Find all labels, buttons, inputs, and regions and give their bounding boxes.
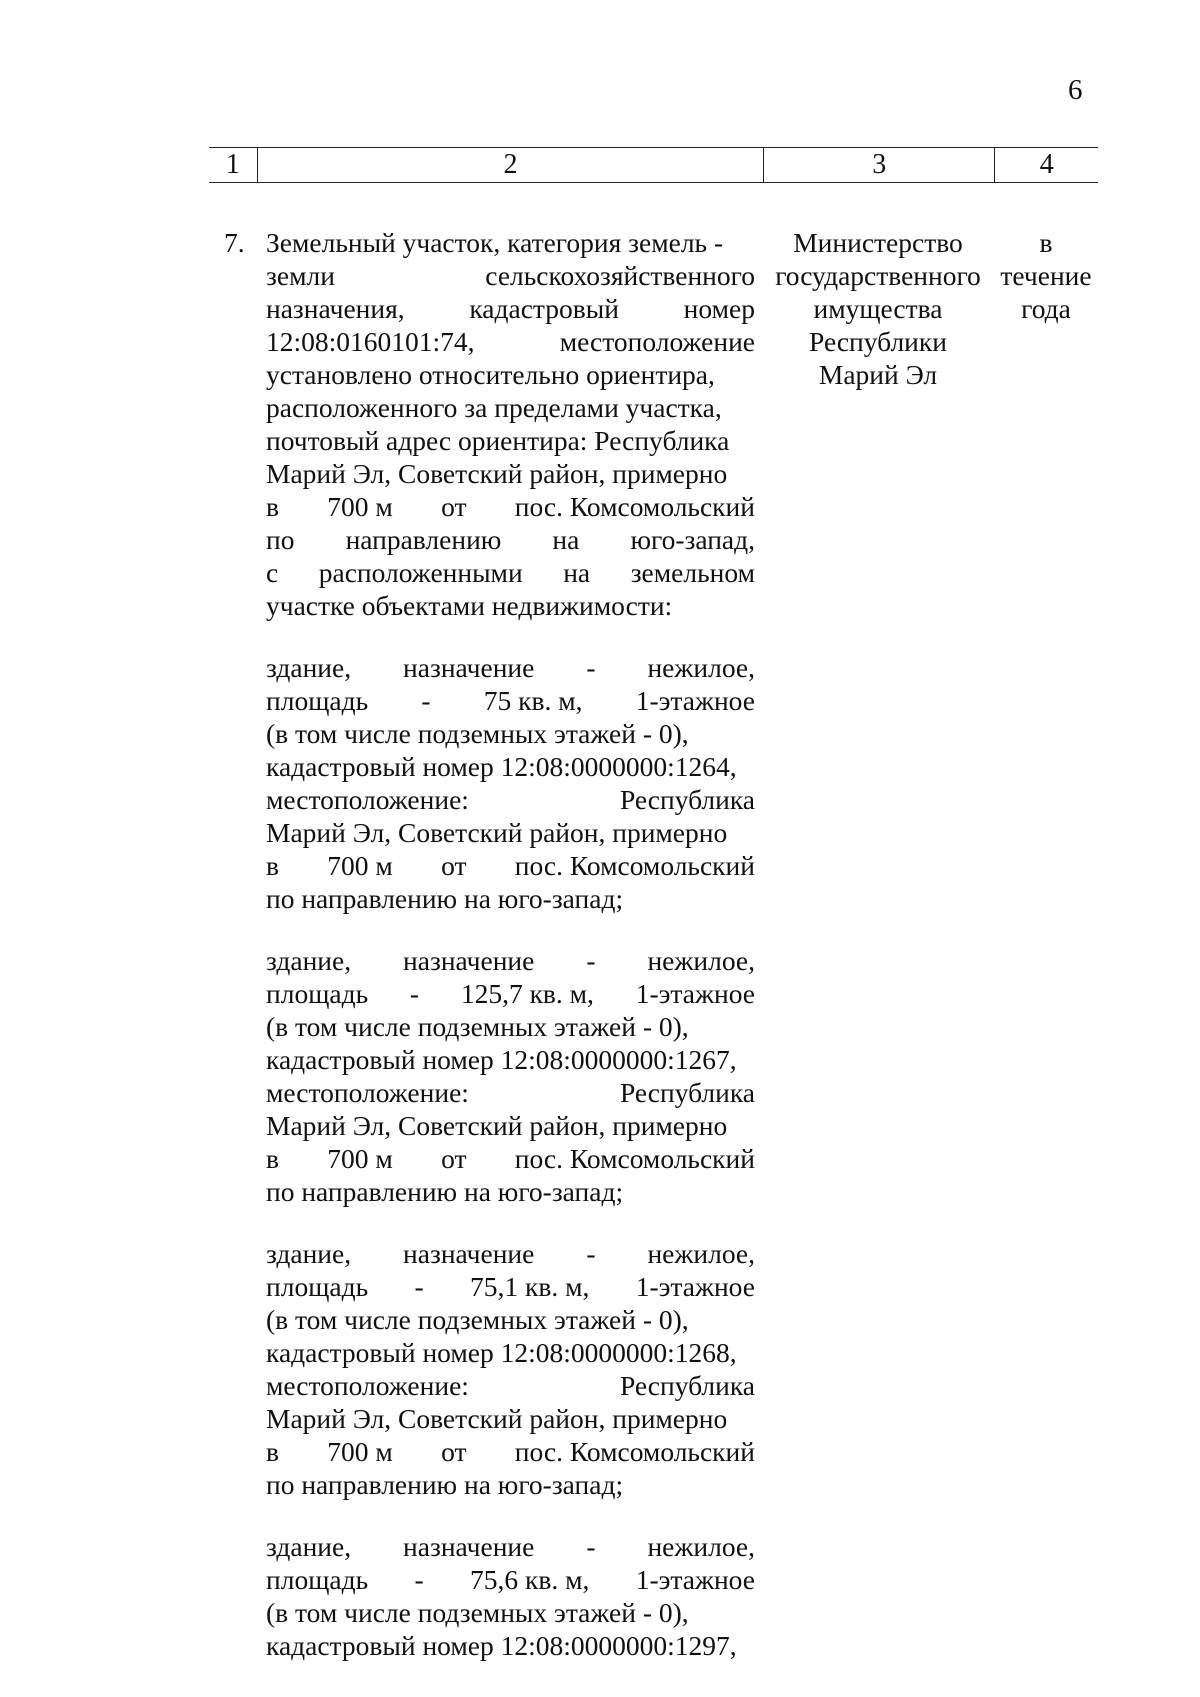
text-token: Марий Эл, Советский район, примерно — [266, 1403, 728, 1434]
responsible-party-line: Республики — [809, 326, 947, 357]
text-line — [266, 1336, 755, 1369]
text-line — [266, 1629, 755, 1662]
text-token: (в том числе подземных этажей - 0), — [266, 718, 689, 749]
text-token: Республика — [619, 784, 755, 815]
text-token: - — [586, 1238, 596, 1269]
table-header-row — [209, 147, 1098, 183]
text-token: установлено относительно ориентира, — [266, 359, 715, 390]
responsible-party-line: имущества — [813, 293, 943, 324]
text-line — [266, 556, 755, 589]
text-token: - — [586, 945, 596, 976]
text-line — [266, 1530, 755, 1563]
text-line — [266, 226, 755, 259]
text-token: площадь — [266, 1271, 369, 1302]
text-line — [266, 523, 755, 556]
text-token: 700 м — [327, 850, 393, 881]
deadline-line: течение — [1000, 260, 1092, 291]
text-token: направлению — [345, 524, 502, 555]
text-token: 75,1 кв. м, — [469, 1271, 590, 1302]
text-token: нежилое, — [647, 652, 755, 683]
text-line — [266, 457, 755, 490]
row-number: 7. — [224, 227, 245, 258]
text-line — [266, 1142, 755, 1175]
text-token: сельскохозяйственного — [485, 260, 755, 291]
text-line — [266, 391, 755, 424]
text-token: 700 м — [327, 1143, 393, 1174]
text-token: 75 кв. м, — [483, 685, 583, 716]
description-paragraph — [266, 1237, 755, 1501]
text-token: от — [441, 1143, 467, 1174]
text-token: на — [563, 557, 591, 588]
responsible-party-line: Министерство — [793, 227, 963, 258]
text-token: 700 м — [327, 1436, 393, 1467]
text-line — [266, 1010, 755, 1043]
text-token: Марий Эл, Советский район, примерно — [266, 817, 728, 848]
deadline-line: в — [1039, 227, 1053, 258]
text-token: 1-этажное — [635, 978, 755, 1009]
text-token: 12:08:0160101:74, — [266, 326, 475, 357]
text-line — [266, 717, 755, 750]
text-token: (в том числе подземных этажей - 0), — [266, 1597, 689, 1628]
text-token: 1-этажное — [635, 1564, 755, 1595]
text-token: в — [266, 1143, 279, 1174]
description-paragraph — [266, 944, 755, 1208]
text-line — [266, 1303, 755, 1336]
text-line — [266, 882, 755, 915]
text-token: земли — [266, 260, 335, 291]
page-number: 6 — [1068, 74, 1083, 106]
text-line — [266, 651, 755, 684]
text-token: от — [441, 1436, 467, 1467]
responsible-party-line: государственного — [775, 260, 981, 291]
text-token: кадастровый — [469, 293, 619, 324]
text-token: местоположение: — [266, 1077, 469, 1108]
text-token: кадастровый номер 12:08:0000000:1268, — [266, 1337, 737, 1368]
text-token: Марий Эл, Советский район, примерно — [266, 458, 728, 489]
text-token: местоположение — [559, 326, 755, 357]
text-token: Республика — [619, 1077, 755, 1108]
text-token: юго-запад, — [630, 524, 755, 555]
text-line — [266, 944, 755, 977]
text-token: 700 м — [327, 491, 393, 522]
text-line — [266, 750, 755, 783]
text-token: кадастровый номер 12:08:0000000:1297, — [266, 1630, 737, 1661]
text-token: 1-этажное — [635, 1271, 755, 1302]
text-token: (в том числе подземных этажей - 0), — [266, 1011, 689, 1042]
text-line — [266, 1563, 755, 1596]
text-token: 125,7 кв. м, — [460, 978, 594, 1009]
text-token: назначение — [403, 652, 535, 683]
text-token: - — [586, 1531, 596, 1562]
text-line — [266, 292, 755, 325]
header-cell-4: 4 — [994, 148, 1098, 182]
text-line — [266, 259, 755, 292]
text-token: Республика — [619, 1370, 755, 1401]
text-token: расположенного за пределами участка, — [266, 392, 722, 423]
text-token: Земельный участок, категория земель - — [266, 227, 724, 258]
text-line — [266, 1270, 755, 1303]
text-token: пос. Комсомольский — [514, 1143, 755, 1174]
description-paragraph — [266, 226, 755, 622]
description-paragraph — [266, 651, 755, 915]
text-token: кадастровый номер 12:08:0000000:1267, — [266, 1044, 737, 1075]
text-token: по направлению на юго-запад; — [266, 1469, 624, 1500]
text-line — [266, 589, 755, 622]
header-cell-3: 3 — [763, 148, 994, 182]
text-line — [266, 977, 755, 1010]
text-token: - — [421, 685, 431, 716]
text-line — [266, 783, 755, 816]
text-token: здание, — [266, 945, 352, 976]
text-token: местоположение: — [266, 1370, 469, 1401]
text-token: пос. Комсомольский — [514, 491, 755, 522]
text-line — [266, 358, 755, 391]
text-token: земельном — [630, 557, 755, 588]
text-line — [266, 490, 755, 523]
text-token: площадь — [266, 978, 369, 1009]
text-line — [266, 684, 755, 717]
text-token: в — [266, 491, 279, 522]
document-table — [209, 147, 1098, 1661]
text-line — [266, 816, 755, 849]
text-token: по — [266, 524, 295, 555]
text-token: на — [552, 524, 580, 555]
text-token: почтовый адрес ориентира: Республика — [266, 425, 730, 456]
text-token: от — [441, 491, 467, 522]
deadline-line: года — [1021, 293, 1071, 324]
responsible-party — [769, 226, 987, 391]
text-token: назначение — [403, 1238, 535, 1269]
text-token: пос. Комсомольский — [514, 1436, 755, 1467]
text-line — [266, 1468, 755, 1501]
text-token: назначение — [403, 945, 535, 976]
text-line — [266, 1435, 755, 1468]
property-description — [266, 226, 755, 1691]
text-token: местоположение: — [266, 784, 469, 815]
responsible-party-line: Марий Эл — [818, 359, 938, 390]
text-line — [266, 1175, 755, 1208]
text-line — [266, 1043, 755, 1076]
text-token: участке объектами недвижимости: — [266, 590, 673, 621]
text-token: от — [441, 850, 467, 881]
text-token: (в том числе подземных этажей - 0), — [266, 1304, 689, 1335]
text-line — [266, 1109, 755, 1142]
text-token: назначения, — [266, 293, 405, 324]
text-token: кадастровый номер 12:08:0000000:1264, — [266, 751, 737, 782]
text-token: площадь — [266, 685, 369, 716]
text-token: нежилое, — [647, 1238, 755, 1269]
text-token: площадь — [266, 1564, 369, 1595]
text-token: номер — [683, 293, 755, 324]
header-cell-2: 2 — [257, 148, 763, 182]
text-line — [266, 1596, 755, 1629]
text-token: 1-этажное — [635, 685, 755, 716]
text-token: здание, — [266, 1238, 352, 1269]
text-token: в — [266, 850, 279, 881]
text-token: в — [266, 1436, 279, 1467]
text-token: по направлению на юго-запад; — [266, 1176, 624, 1207]
text-token: расположенными — [318, 557, 523, 588]
text-token: 75,6 кв. м, — [469, 1564, 590, 1595]
text-line — [266, 424, 755, 457]
text-line — [266, 849, 755, 882]
text-token: нежилое, — [647, 945, 755, 976]
text-token: по направлению на юго-запад; — [266, 883, 624, 914]
text-token: назначение — [403, 1531, 535, 1562]
text-line — [266, 1237, 755, 1270]
text-token: нежилое, — [647, 1531, 755, 1562]
text-token: здание, — [266, 652, 352, 683]
description-paragraph — [266, 1530, 755, 1662]
text-token: с — [266, 557, 279, 588]
text-token: Марий Эл, Советский район, примерно — [266, 1110, 728, 1141]
text-token: пос. Комсомольский — [514, 850, 755, 881]
text-line — [266, 1369, 755, 1402]
deadline — [994, 226, 1098, 325]
text-line — [266, 1076, 755, 1109]
text-token: - — [586, 652, 596, 683]
header-cell-1: 1 — [225, 149, 240, 180]
text-line — [266, 1402, 755, 1435]
text-token: - — [409, 978, 420, 1009]
text-line — [266, 325, 755, 358]
text-token: - — [414, 1271, 424, 1302]
text-token: здание, — [266, 1531, 352, 1562]
text-token: - — [414, 1564, 424, 1595]
